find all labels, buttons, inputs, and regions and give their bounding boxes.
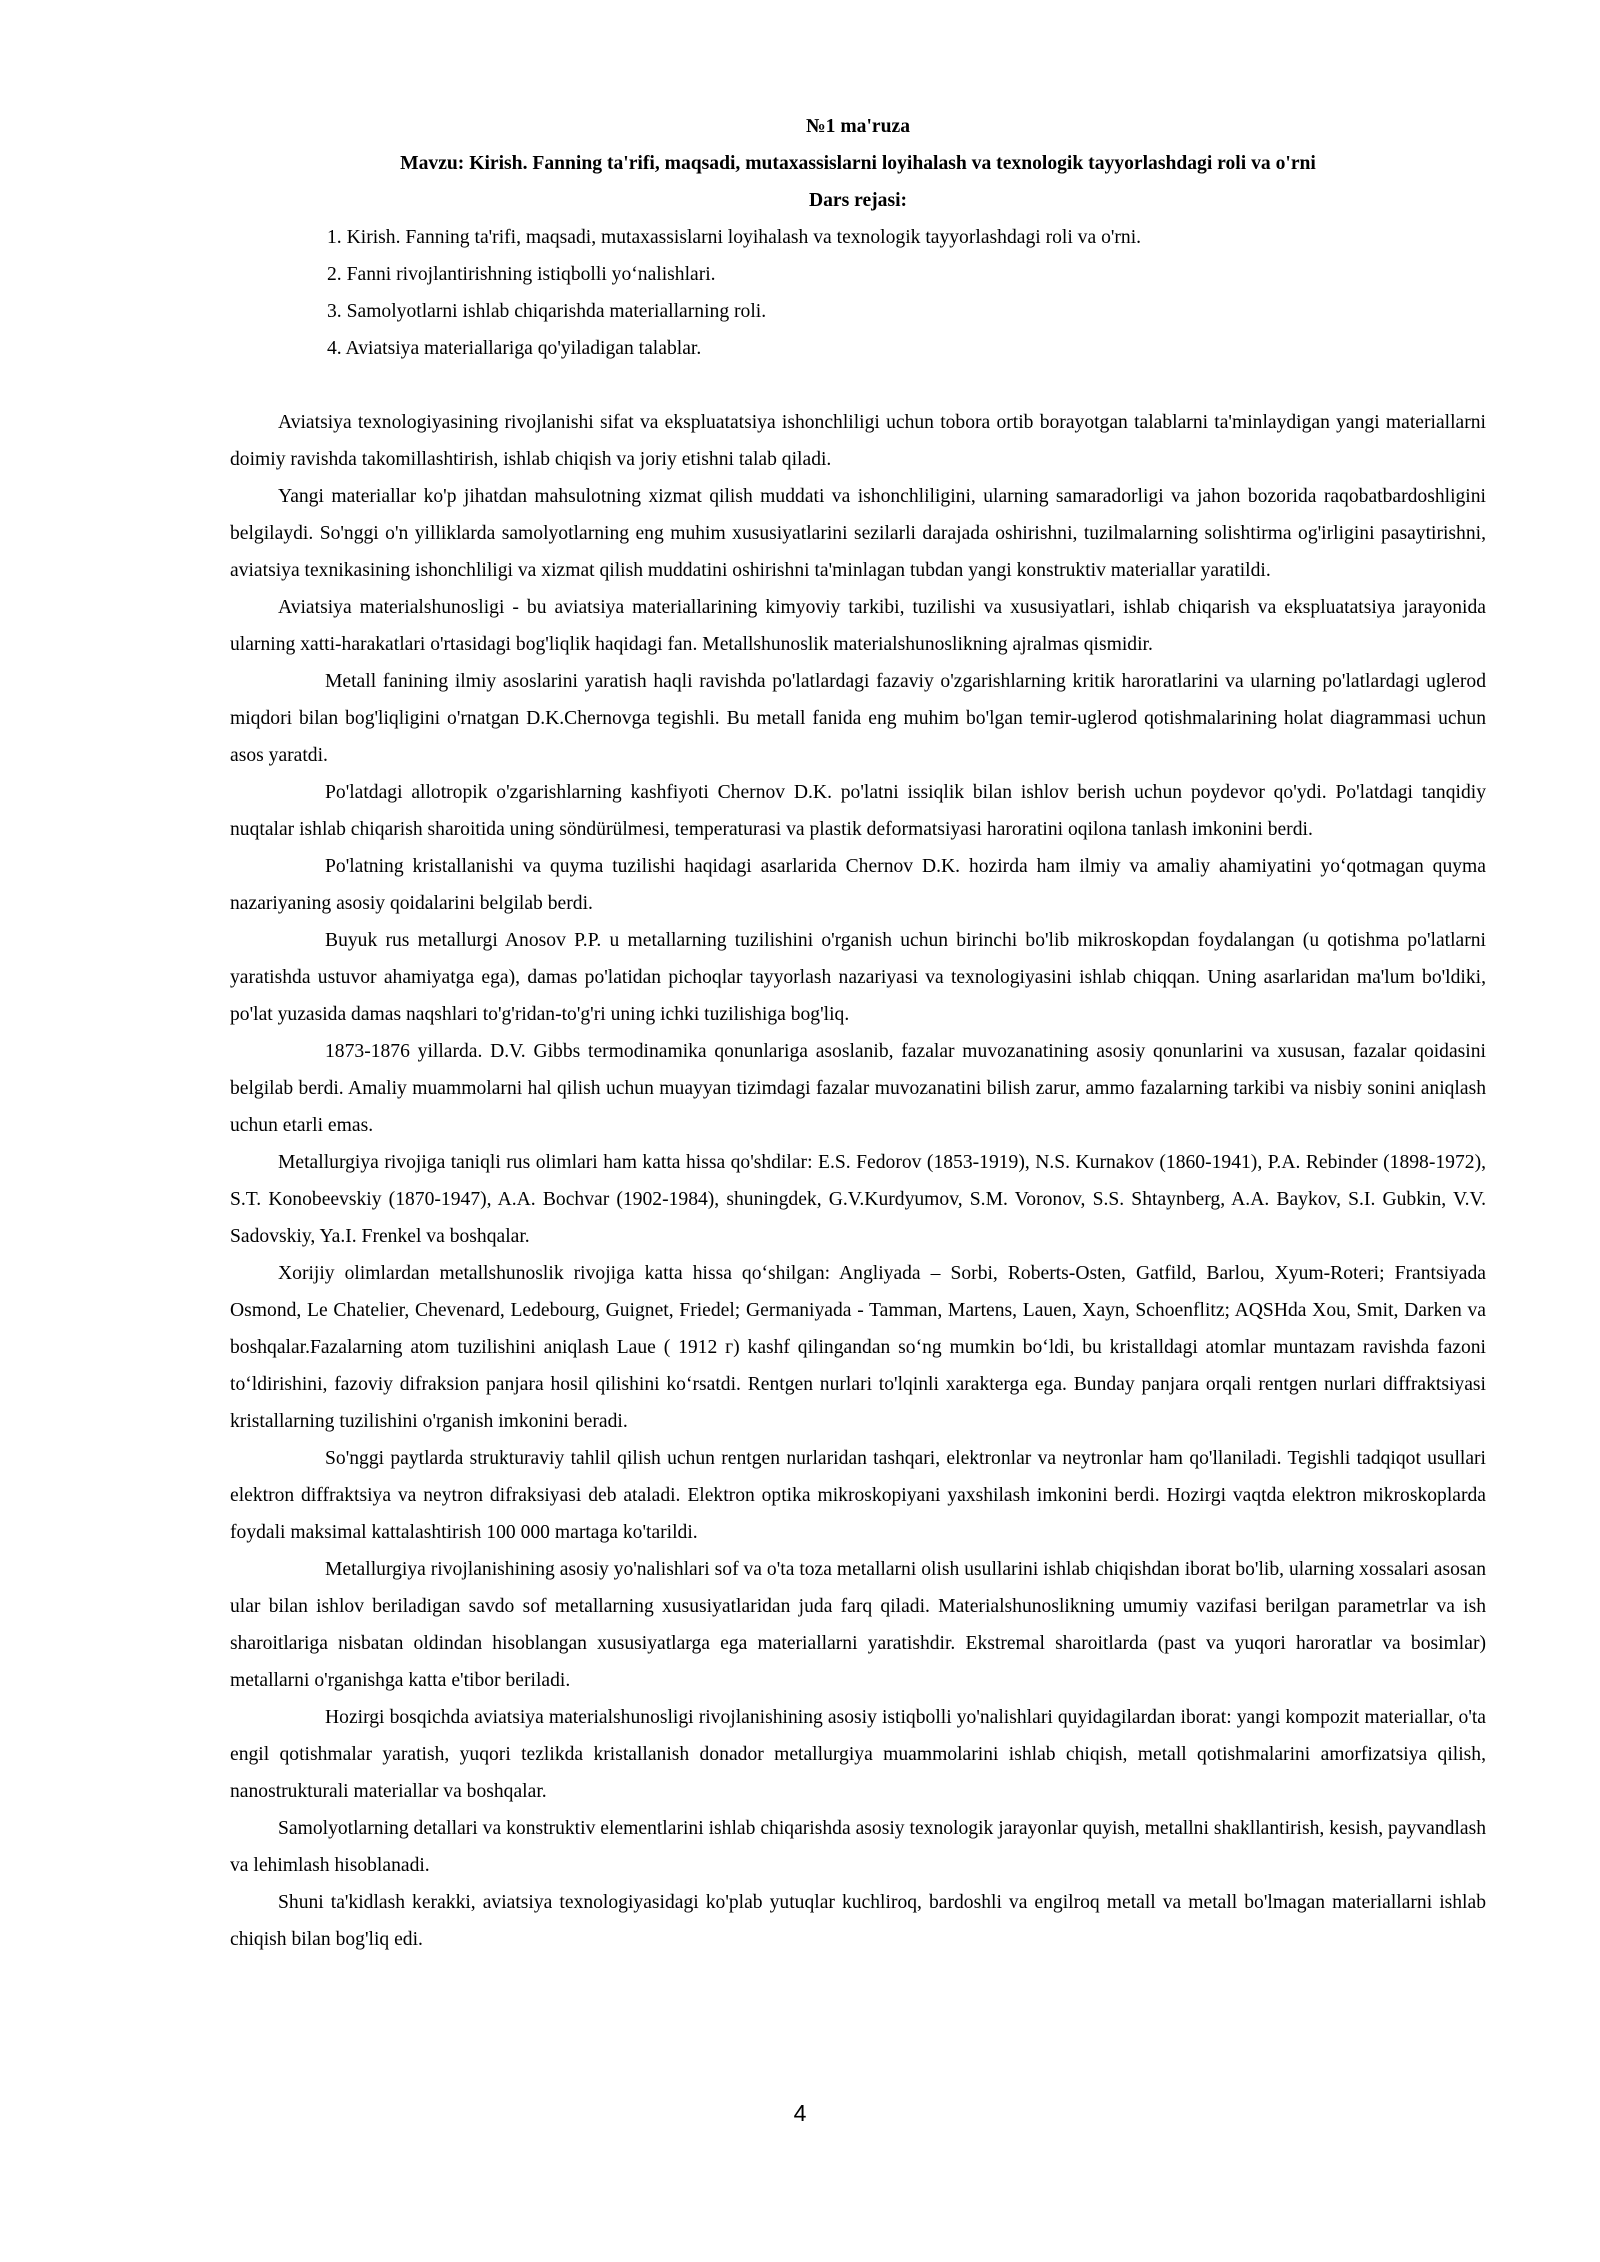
plan-title: Dars rejasi: xyxy=(808,190,908,211)
paragraph: Po'latdagi allotropik o'zgarishlarning kashfiyoti Chernov D.K. po'latni issiqlik bilan ishlov berish uchun poydevor qo'ydi. Po'latdagi tanqidiy nuqtalar ishlab chiqarish sharoitida uning söndürülmesi, temperaturasi va plastik deformatsiyasi haroratini oqilona tanlash imkonini berdi. xyxy=(230,782,1486,840)
paragraph: Po'latning kristallanishi va quyma tuzilishi haqidagi asarlarida Chernov D.K. hozirda ham ilmiy va amaliy ahamiyatini yo‘qotmagan quyma nazariyaning asosiy qoidalarini belgilab berdi. xyxy=(230,856,1486,914)
page-content xyxy=(230,108,1486,1958)
paragraph: 1873-1876 yillarda. D.V. Gibbs termodinamika qonunlariga asoslanib, fazalar muvozanatining asosiy qonunlarini va xususan, fazalar qoidasini belgilab berdi. Amaliy muammolarni hal qilish uchun muayyan tizimdagi fazalar muvozanatini bilish zarur, ammo fazalarning tarkibi va nisbiy sonini aniqlash uchun etarli emas. xyxy=(230,1041,1486,1136)
plan-item: 1. Kirish. Fanning ta'rifi, maqsadi, mutaxassislarni loyihalash va texnologik tayyorlashdagi roli va o'rni. xyxy=(327,227,1142,248)
paragraph: Samolyotlarning detallari va konstruktiv elementlarini ishlab chiqarishda asosiy texnologik jarayonlar quyish, metallni shakllantirish, kesish, payvandlash va lehimlash hisoblanadi. xyxy=(230,1818,1486,1876)
plan-item: 4. Aviatsiya materiallariga qo'yiladigan talablar. xyxy=(327,338,702,359)
paragraph: Xorijiy olimlardan metallshunoslik rivojiga katta hissa qo‘shilgan: Angliyada – Sorbi, Roberts-Osten, Gatfild, Barlou, Xyum-Roteri; Frantsiyada Osmond, Le Chatelier, Chevenard, Ledebourg, Guignet, Friedel; Germaniyada - Tamman, Martens, Lauen, Xayn, Schoenflitz; AQSHda Xou, Smit, Darken va boshqalar.Fazalarning atom tuzilishini aniqlash Laue ( 1912 г) kashf qilingandan so‘ng mumkin bo‘ldi, bu kristalldagi atomlar muntazam ravishda fazoni to‘ldirishini, fazoviy difraksion panjara hosil qilishini ko‘rsatdi. Rentgen nurlari to'lqinli xarakterga ega. Bunday panjara orqali rentgen nurlari diffraktsiyasi kristallarning tuzilishini o'rganish imkonini beradi. xyxy=(230,1263,1486,1432)
lecture-number: №1 ma'ruza xyxy=(805,116,911,137)
lesson-plan-list xyxy=(230,219,1486,367)
body-text xyxy=(230,404,1486,1958)
paragraph: Aviatsiya texnologiyasining rivojlanishi sifat va ekspluatatsiya ishonchliligi uchun tobora ortib borayotgan talablarni ta'minlaydigan yangi materiallarni doimiy ravishda takomillashtirish, ishlab chiqish va joriy etishni talab qiladi. xyxy=(230,412,1486,470)
paragraph: Metallurgiya rivojiga taniqli rus olimlari ham katta hissa qo'shdilar: E.S. Fedorov (1853-1919), N.S. Kurnakov (1860-1941), P.A. Rebinder (1898-1972), S.T. Konobeevskiy (1870-1947), A.A. Bochvar (1902-1984), shuningdek, G.V.Kurdyumov, S.M. Voronov, S.S. Shtaynberg, A.A. Baykov, S.I. Gubkin, V.V. Sadovskiy, Ya.I. Frenkel va boshqalar. xyxy=(230,1152,1486,1247)
paragraph: Buyuk rus metallurgi Anosov P.P. u metallarning tuzilishini o'rganish uchun birinchi bo'lib mikroskopdan foydalangan (u qotishma po'latlarni yaratishda ustuvor ahamiyatga ega), damas po'latidan pichoqlar tayyorlash nazariyasi va texnologiyasini ishlab chiqqan. Uning asarlaridan ma'lum bo'ldiki, po'lat yuzasida damas naqshlari to'g'ridan-to'g'ri uning ichki tuzilishiga bog'liq. xyxy=(230,930,1486,1025)
paragraph: Yangi materiallar ko'p jihatdan mahsulotning xizmat qilish muddati va ishonchliligini, ularning samaradorligi va jahon bozorida raqobatbardoshligini belgilaydi. So'nggi o'n yilliklarda samolyotlarning eng muhim xususiyatlarini sezilarli darajada oshirishni, tuzilmalarning solishtirma og'irligini pasaytirishni, aviatsiya texnikasining ishonchliligi va xizmat qilish muddatini oshirishni ta'minlagan tubdan yangi konstruktiv materiallar yaratildi. xyxy=(230,486,1486,581)
blank-line xyxy=(230,367,1486,404)
paragraph: Shuni ta'kidlash kerakki, aviatsiya texnologiyasidagi ko'plab yutuqlar kuchliroq, bardoshli va engilroq metall va metall bo'lmagan materiallarni ishlab chiqish bilan bog'liq edi. xyxy=(230,1892,1486,1950)
paragraph: Aviatsiya materialshunosligi - bu aviatsiya materiallarining kimyoviy tarkibi, tuzilishi va xususiyatlari, ishlab chiqarish va ekspluatatsiya jarayonida ularning xatti-harakatlari o'rtasidagi bog'liqlik haqidagi fan. Metallshunoslik materialshunoslikning ajralmas qismidir. xyxy=(230,597,1486,655)
paragraph: Metallurgiya rivojlanishining asosiy yo'nalishlari sof va o'ta toza metallarni olish usullarini ishlab chiqishdan iborat bo'lib, ularning xossalari asosan ular bilan ishlov beriladigan savdo sof metallarning xususiyatlaridan juda farq qiladi. Materialshunoslikning umumiy vazifasi berilgan parametrlar va ish sharoitlariga nisbatan oldindan hisoblangan xususiyatlarga ega materiallarni yaratishdir. Ekstremal sharoitlarda (past va yuqori haroratlar va bosimlar) metallarni o'rganishga katta e'tibor beriladi. xyxy=(230,1559,1486,1691)
plan-item: 3. Samolyotlarni ishlab chiqarishda materiallarning roli. xyxy=(327,301,767,322)
lecture-topic: Mavzu: Kirish. Fanning ta'rifi, maqsadi, mutaxassislarni loyihalash va texnologik tayyorlashdagi roli va o'rni xyxy=(400,153,1316,174)
plan-item: 2. Fanni rivojlantirishning istiqbolli yo‘nalishlari. xyxy=(327,264,716,285)
paragraph: So'nggi paytlarda strukturaviy tahlil qilish uchun rentgen nurlaridan tashqari, elektronlar va neytronlar ham qo'llaniladi. Tegishli tadqiqot usullari elektron diffraktsiya va neytron difraksiyasi deb ataladi. Elektron optika mikroskopiyani yaxshilash imkonini berdi. Hozirgi vaqtda elektron mikroskoplarda foydali maksimal kattalashtirish 100 000 martaga ko'tarildi. xyxy=(230,1448,1486,1543)
page-number: 4 xyxy=(793,2100,807,2126)
paragraph: Hozirgi bosqichda aviatsiya materialshunosligi rivojlanishining asosiy istiqbolli yo'nalishlari quyidagilardan iborat: yangi kompozit materiallar, o'ta engil qotishmalar yaratish, yuqori tezlikda kristallanish donador metallurgiya muammolarini ishlab chiqish, metall qotishmalarini amorfizatsiya qilish, nanostrukturali materiallar va boshqalar. xyxy=(230,1707,1486,1802)
paragraph: Metall fanining ilmiy asoslarini yaratish haqli ravishda po'latlardagi fazaviy o'zgarishlarning kritik haroratlarini va ularning po'latlardagi uglerod miqdori bilan bog'liqligini o'rnatgan D.K.Chernovga tegishli. Bu metall fanida eng muhim bo'lgan temir-uglerod qotishmalarining holat diagrammasi uchun asos yaratdi. xyxy=(230,671,1486,766)
